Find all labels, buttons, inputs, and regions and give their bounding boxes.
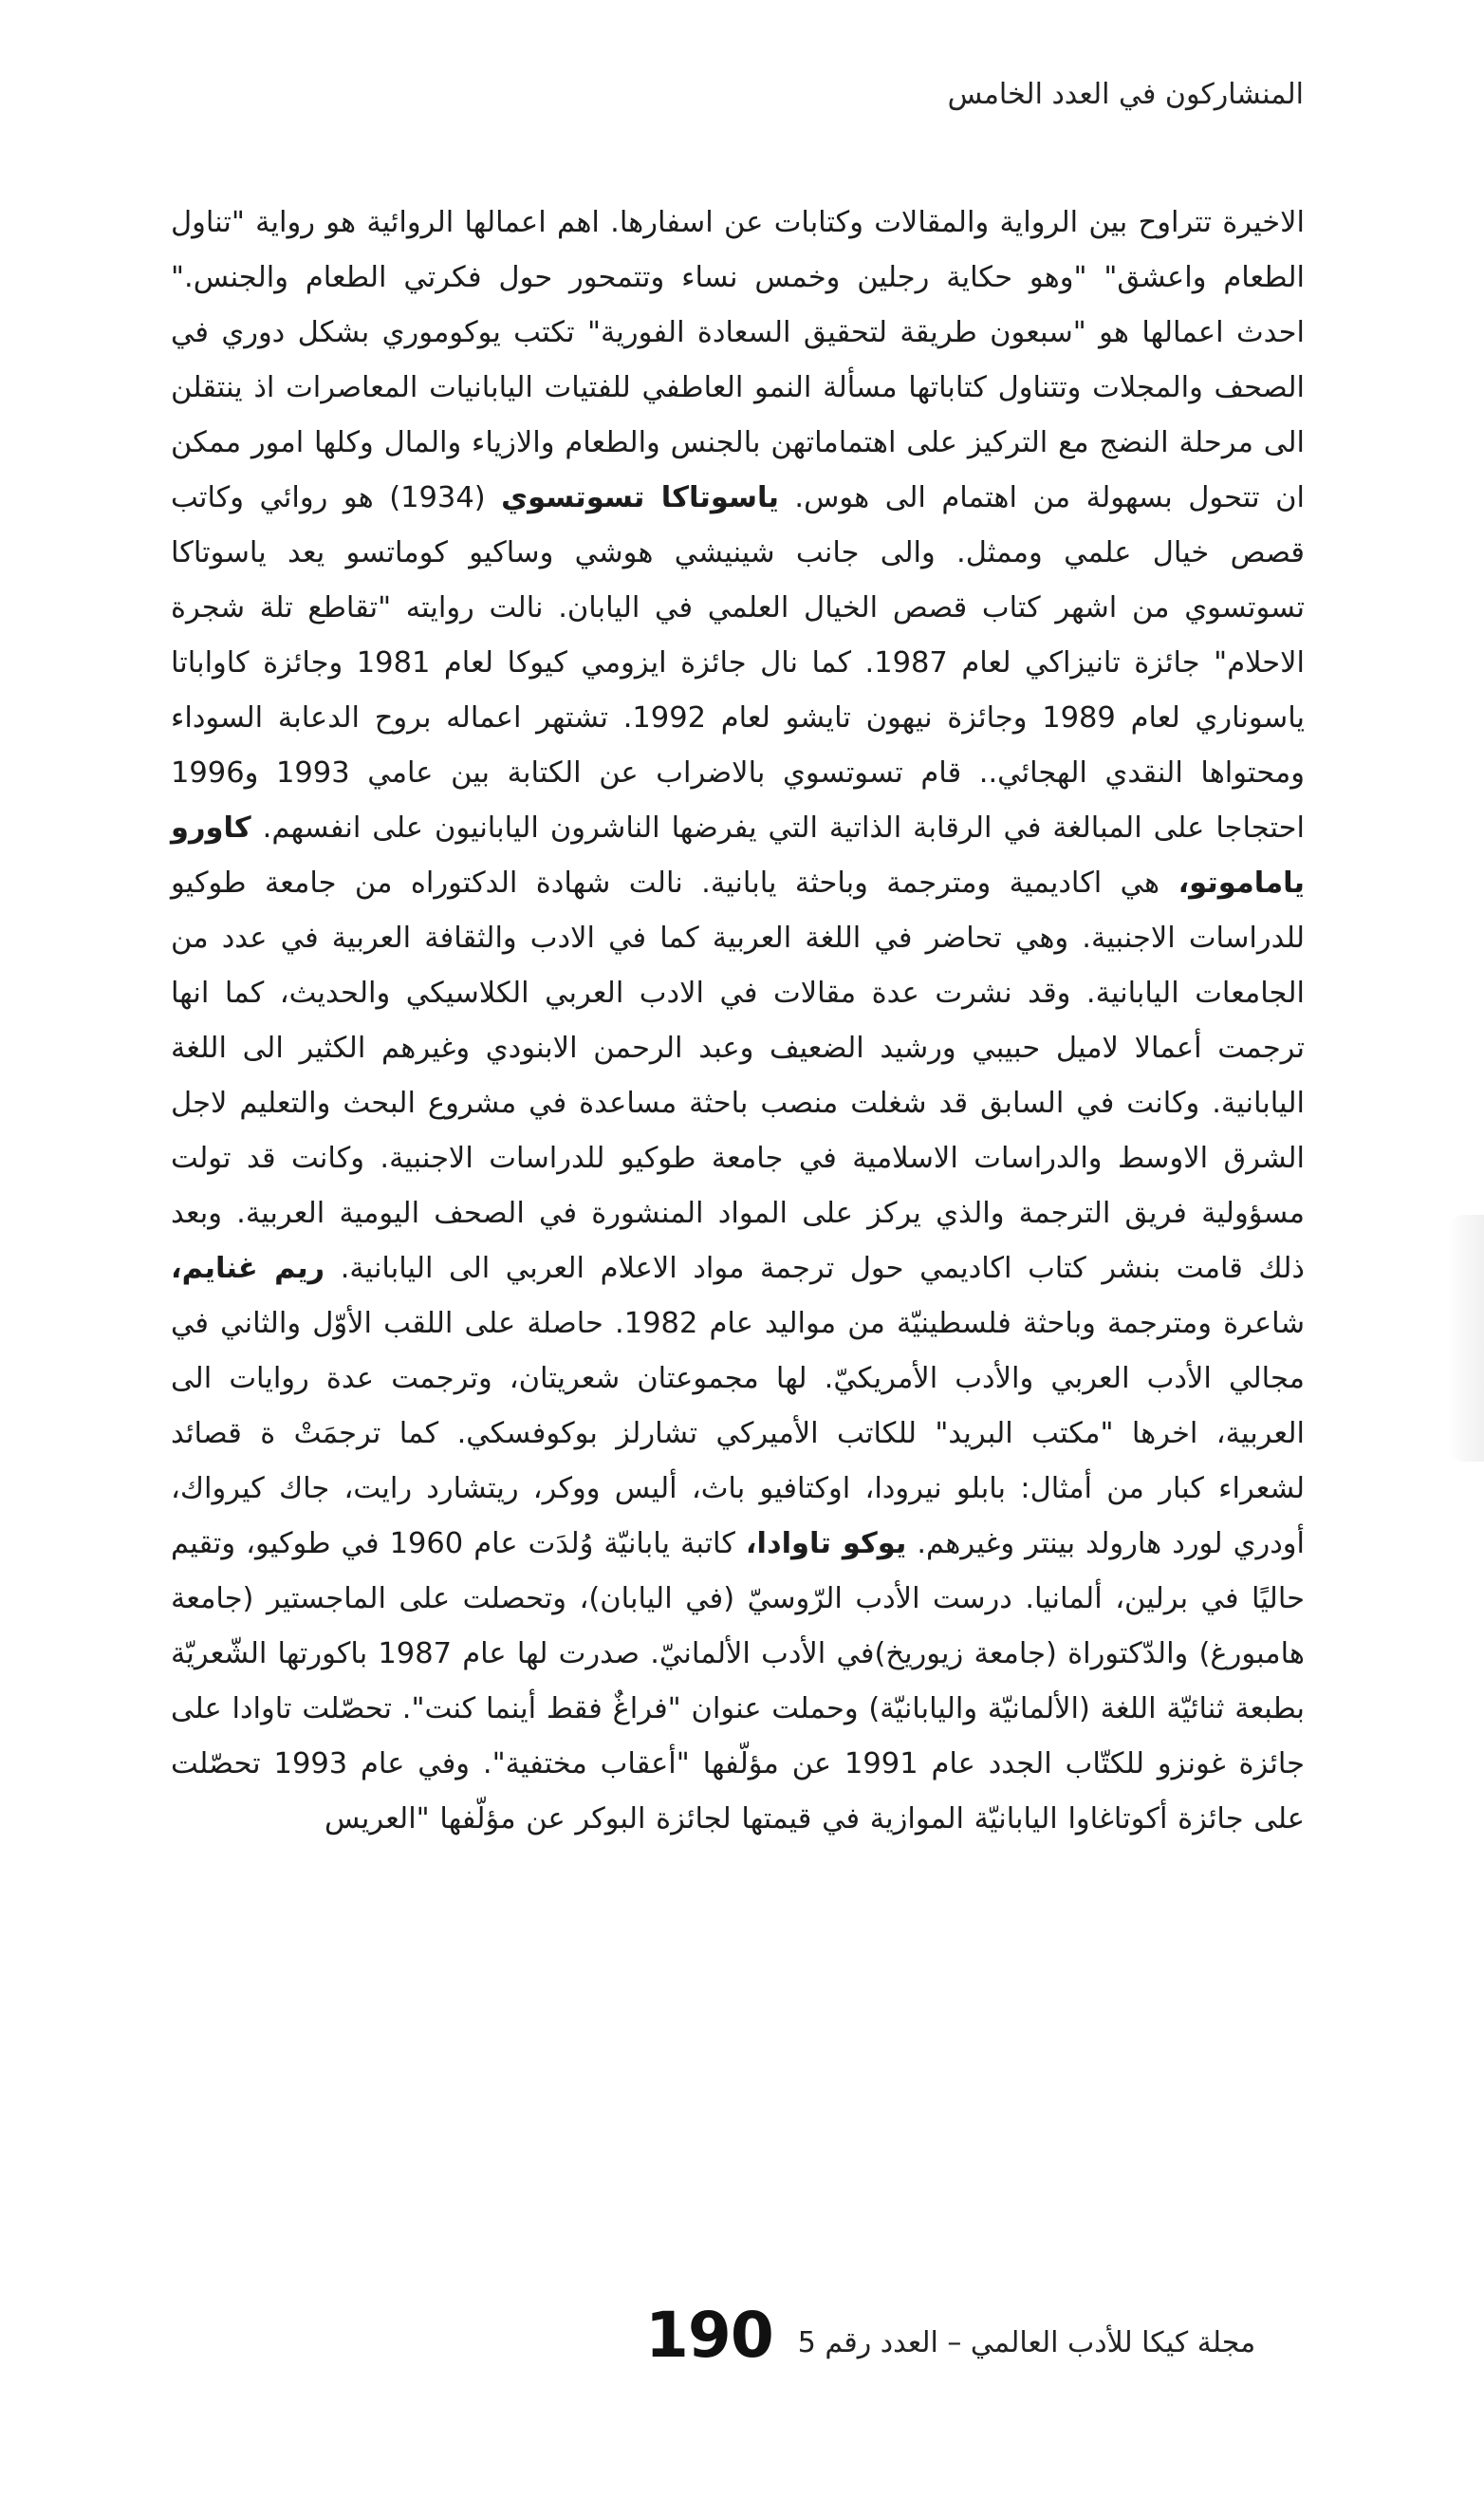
page-edge-shadow <box>1446 1215 1484 1462</box>
author-name-kaoru-yamamoto: كاورو ياماموتو، <box>171 811 1305 900</box>
author-name-reem-ghanayem: ريم غنايم، <box>171 1252 325 1285</box>
text-segment: كاتبة يابانيّة وُلدَت عام 1960 في طوكيو، وتقيم حاليًا في برلين، ألمانيا. درست الأدب الرّوسيّ (في اليابان)، وتحصلت على الماجستير (جامعة هامبورغ) والدّكتوراة (جامعة زيوريخ)في الأدب الألمانيّ. صدرت لها عام 1987 باكورتها الشّعريّة بطبعة ثنائيّة اللغة (الألمانيّة واليابانيّة) وحملت عنوان "فراغٌ فقط أينما كنت". تحصّلت تاوادا على جائزة غونزو للكتّاب الجدد عام 1991 عن مؤلّفها "أعقاب مختفية". وفي عام 1993 تحصّلت على جائزة أكوتاغاوا اليابانيّة الموازية في قيمتها لجائزة البوكر عن مؤلّفها "العريس <box>171 1527 1305 1836</box>
author-name-yoko-tawada: يوكو تاوادا، <box>745 1527 907 1560</box>
journal-footer-title: مجلة كيكا للأدب العالمي – العدد رقم 5 <box>797 2325 1256 2359</box>
body-paragraph <box>171 196 1305 1847</box>
page-number: 190 <box>645 2299 773 2372</box>
text-segment: (1934) هو روائي وكاتب قصص خيال علمي وممثل. والى جانب شينيشي هوشي وساكيو كوماتسو يعد ياسوتاكا تسوتسوي من اشهر كتاب قصص الخيال العلمي في اليابان. نالت روايته "تقاطع تلة شجرة الاحلام" جائزة تانيزاكي لعام 1987. كما نال جائزة ايزومي كيوكا لعام 1981 وجائزة كاواباتا ياسوناري لعام 1989 وجائزة نيهون تايشو لعام 1992. تشتهر اعماله بروح الدعابة السوداء ومحتواها النقدي الهجائي.. قام تسوتسوي بالاضراب عن الكتابة بين عامي 1993 و1996 احتجاجا على المبالغة في الرقابة الذاتية التي يفرضها الناشرون اليابانيون على انفسهم. <box>171 481 1305 845</box>
text-segment: هي اكاديمية ومترجمة وباحثة يابانية. نالت شهادة الدكتوراه من جامعة طوكيو للدراسات الاجنبية. وهي تحاضر في اللغة العربية كما في الادب والثقافة العربية في عدد من الجامعات اليابانية. وقد نشرت عدة مقالات في الادب العربي الكلاسيكي والحديث، كما انها ترجمت أعمالا لاميل حبيبي ورشيد الضعيف وعبد الرحمن الابنودي وغيرهم الكثير الى اللغة اليابانية. وكانت في السابق قد شغلت منصب باحثة مساعدة في مشروع البحث والتعليم لاجل الشرق الاوسط والدراسات الاسلامية في جامعة طوكيو للدراسات الاجنبية. وكانت قد تولت مسؤولية فريق الترجمة والذي يركز على المواد المنشورة في الصحف اليومية العربية. وبعد ذلك قامت بنشر كتاب اكاديمي حول ترجمة مواد الاعلام العربي الى اليابانية. <box>171 867 1305 1285</box>
author-name-yasutaka-tsutsui: ياسوتاكا تسوتسوي <box>501 481 779 514</box>
page-footer <box>645 2299 1256 2372</box>
running-header: المنشاركون في العدد الخامس <box>947 78 1304 111</box>
text-segment: الاخيرة تتراوح بين الرواية والمقالات وكتابات عن اسفارها. اهم اعمالها الروائية هو رواية "تناول الطعام واعشق" "وهو حكاية رجلين وخمس نساء وتتمحور حول فكرتي الطعام والجنس." احدث اعمالها هو "سبعون طريقة لتحقيق السعادة الفورية" تكتب يوكوموري بشكل دوري في الصحف والمجلات وتتناول كتاباتها مسألة النمو العاطفي للفتيات اليابانيات المعاصرات اذ ينتقلن الى مرحلة النضج مع التركيز على اهتماماتهن بالجنس والطعام والازياء والمال وكلها امور ممكن ان تتحول بسهولة من اهتمام الى هوس. <box>171 206 1305 514</box>
text-segment: شاعرة ومترجمة وباحثة فلسطينيّة من مواليد عام 1982. حاصلة على اللقب الأوّل والثاني في مجالي الأدب العربي والأدب الأمريكيّ. لها مجموعتان شعريتان، وترجمت عدة روايات الى العربية، اخرها "مكتب البريد" للكاتب الأميركي تشارلز بوكوفسكي. كما ترجمَتْ ة قصائد لشعراء كبار من أمثال: بابلو نيرودا، اوكتافيو باث، أليس ووكر، ريتشارد رايت، جاك كيرواك، أودري لورد هارولد بينتر وغيرهم. <box>171 1307 1306 1560</box>
body-text <box>171 196 1305 1847</box>
